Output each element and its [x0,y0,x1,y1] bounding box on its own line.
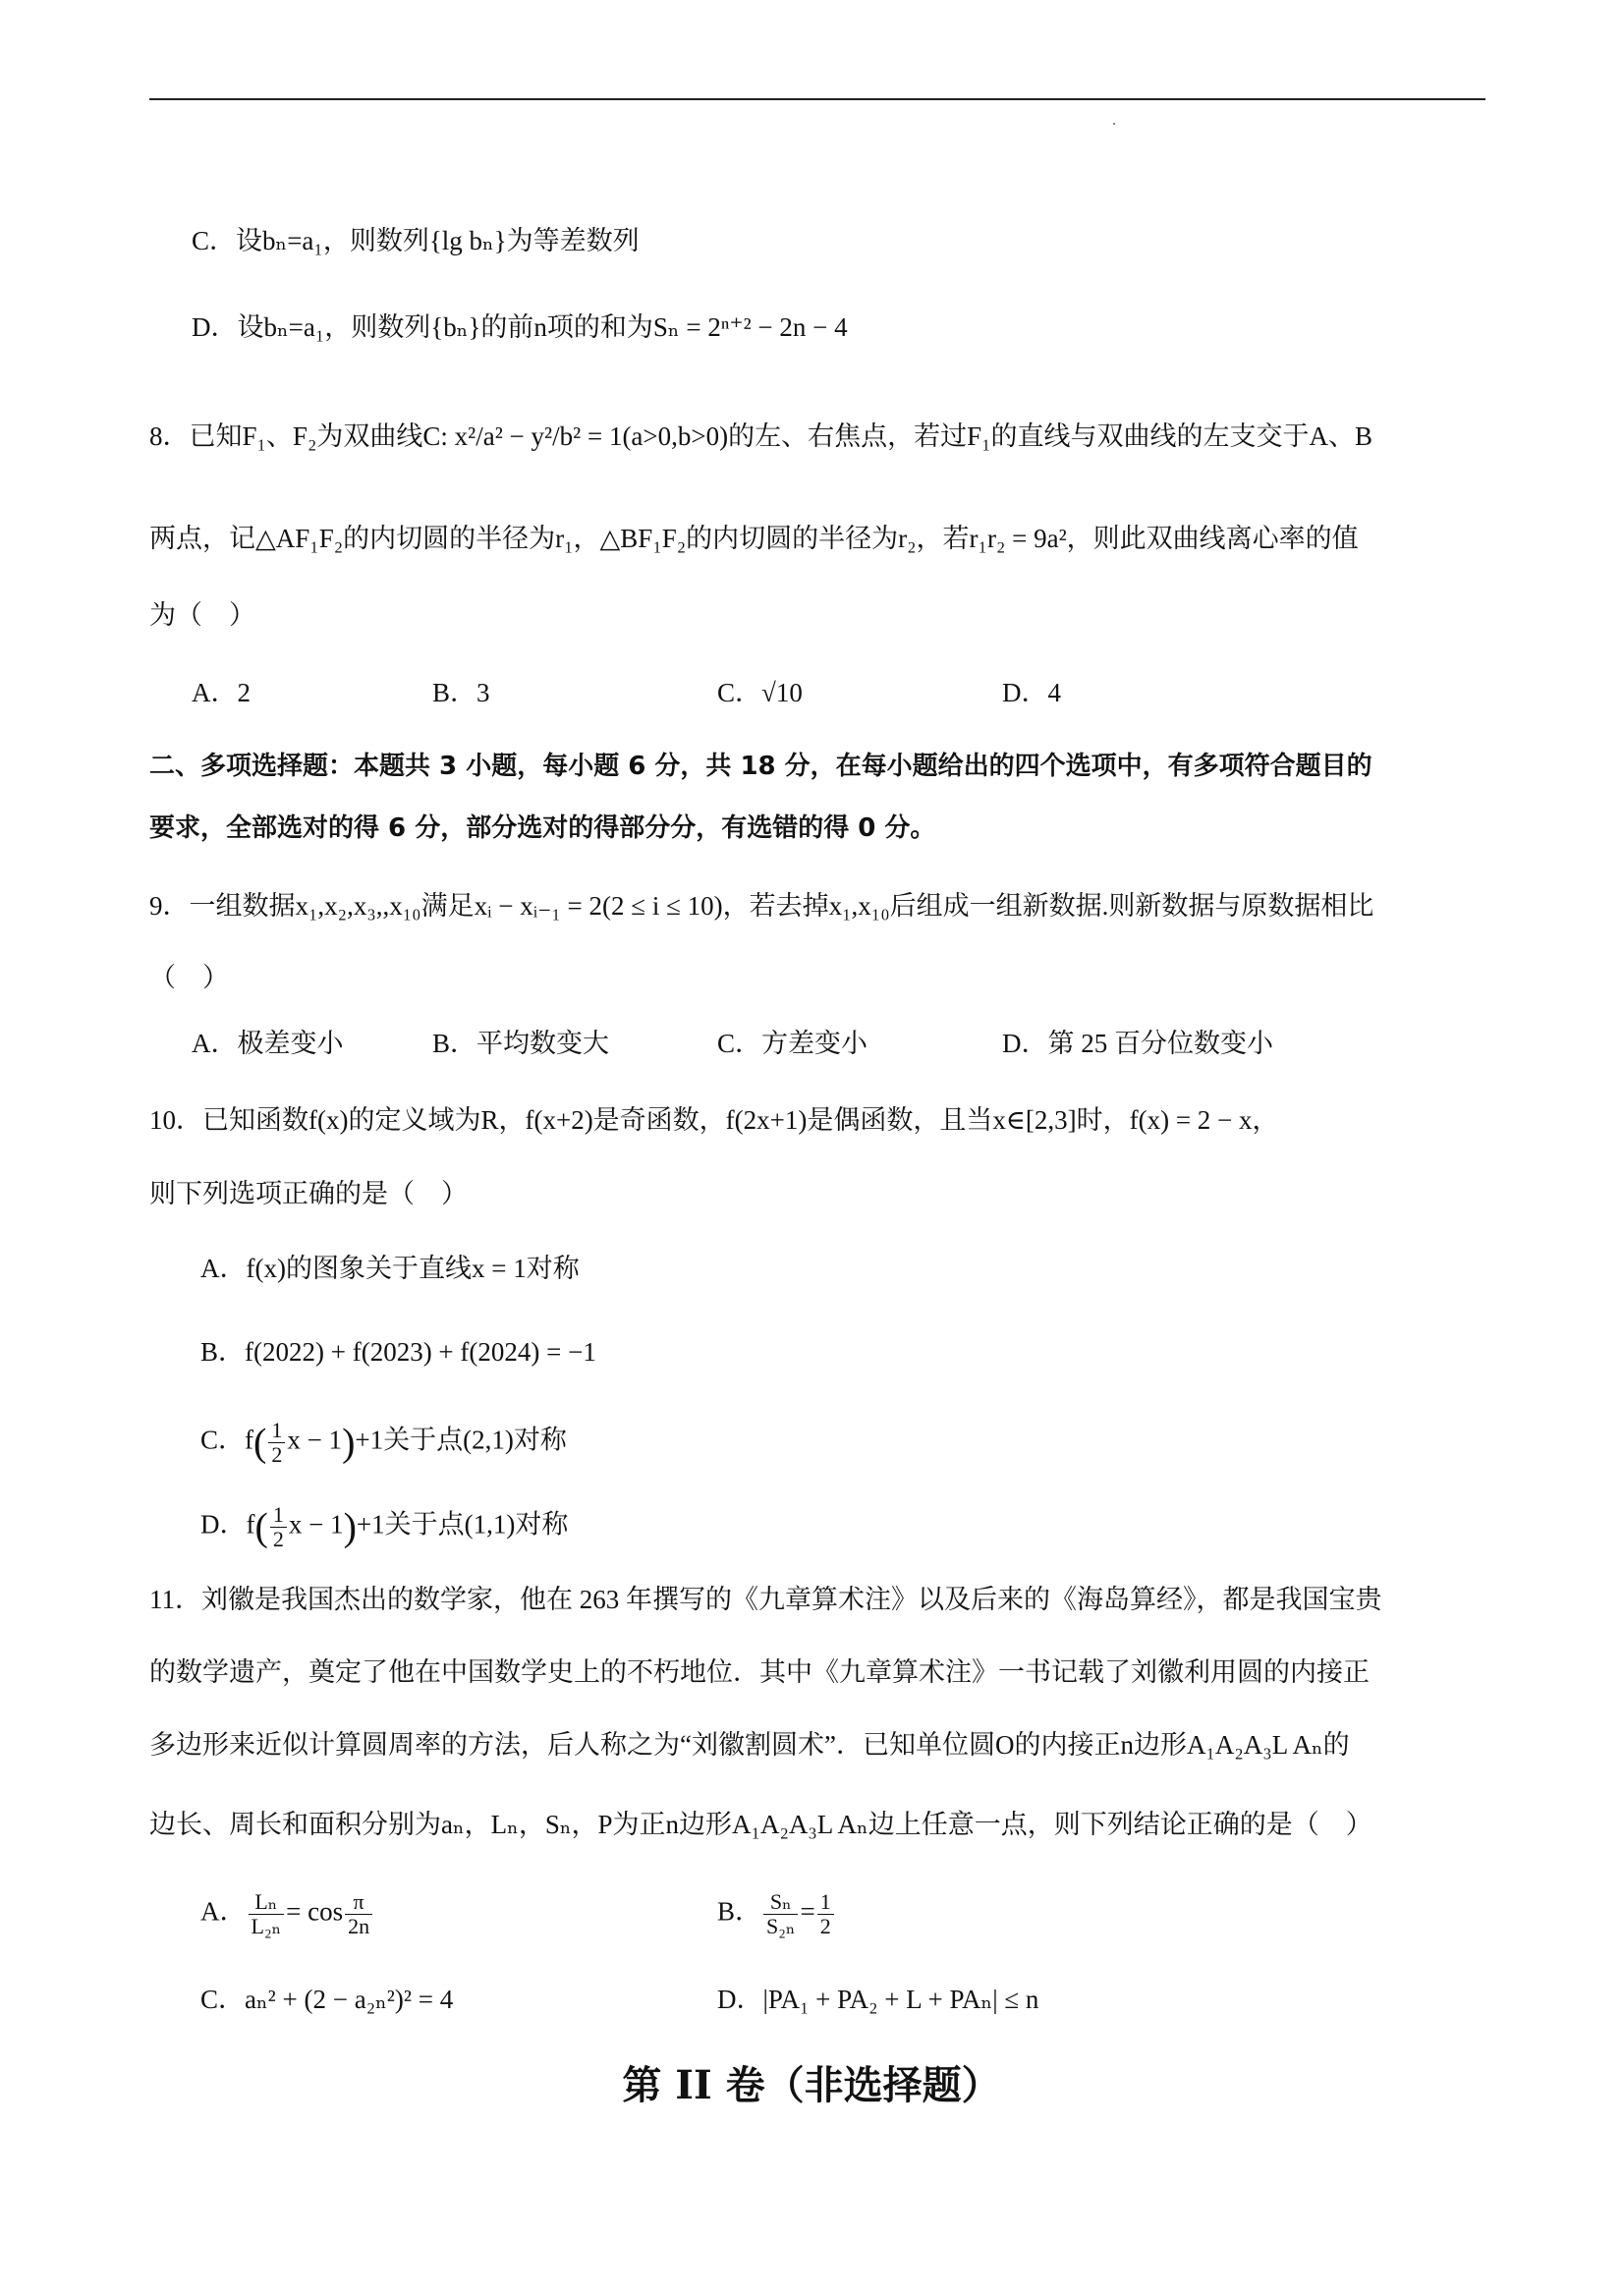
q10-option-d-prefix: D．f [200,1509,255,1540]
q11-line-2: 的数学遗产，奠定了他在中国数学史上的不朽地位．其中《九章算术注》一书记载了刘徽利用圆的内接正 [149,1657,1370,1687]
q11-option-b [717,1890,836,1938]
q10-option-d: D．f( $\frac{1}{2}$ x − 1)+1关于点(1,1)对称 [200,1502,569,1551]
q11-a-num: Lₙ [249,1890,285,1915]
q8-option-a: A．2 [192,678,251,707]
q11-a-den2: 2n [348,1914,370,1938]
q11-a-num2: π [345,1890,372,1915]
q8-line-3: 为（ ） [149,600,255,630]
q11-b-num2: 1 [817,1890,834,1915]
q11-option-c: C．aₙ² + (2 − a₂ₙ²)² = 4 [200,1985,454,2014]
q9-option-a: A．极差变小 [192,1029,344,1058]
q9-line-2: （ ） [149,963,229,992]
q11-option-d: D．|PA₁ + PA₂ + L + PAₙ| ≤ n [717,1985,1039,2014]
q10-option-d-fraction [270,1503,287,1551]
q10-option-c-suffix: +1关于点(2,1)对称 [355,1425,567,1455]
q7-option-c: C．设bₙ=a₁，则数列{lg bₙ}为等差数列 [192,226,640,255]
q10-option-d-suffix: +1关于点(1,1)对称 [356,1509,569,1540]
q9-option-c: C．方差变小 [717,1029,868,1058]
q10-d-frac-den: 2 [272,1527,284,1551]
q10-d-frac-num: 1 [270,1503,287,1528]
q10-option-d-inner: x − 1 [288,1509,344,1540]
q9-option-d: D．第 25 百分位数变小 [1002,1029,1273,1058]
q11-option-b-frac-1 [763,1890,798,1938]
q8-line-2: 两点，记△AF₁F₂的内切圆的半径为r₁，△BF₁F₂的内切圆的半径为r₂，若r₁r₂ = 9a²，则此双曲线离心率的值 [149,524,1359,553]
q11-option-a-mid: = cos [286,1896,344,1927]
q8-line-1: 8．已知F₁、F₂为双曲线C: x²/a² − y²/b² = 1(a>0,b>0)的左、右焦点，若过F₁的直线与双曲线的左支交于A、B [149,421,1373,451]
q11-a-den: L₂ₙ [251,1914,282,1938]
q11-option-a-frac-1 [249,1890,285,1938]
q11-option-a-frac-2 [345,1890,372,1938]
q11-option-a-label: A． [200,1896,247,1927]
q10-line-1: 10．已知函数f(x)的定义域为R，f(x+2)是奇函数，f(2x+1)是偶函数，且当x∈[2,3]时，f(x) = 2 − x， [149,1105,1279,1135]
q11-option-b-label: B． [717,1896,762,1927]
speck [1113,123,1115,125]
q11-line-3: 多边形来近似计算圆周率的方法，后人称之为“刘徽割圆术”．已知单位圆O的内接正n边形A₁A₂A₃L Aₙ的 [149,1730,1350,1760]
q9-line-1: 9．一组数据x₁,x₂,x₃,,x₁₀满足xᵢ − xᵢ₋₁ = 2(2 ≤ i ≤ 10)，若去掉x₁,x₁₀后组成一组新数据.则新数据与原数据相比 [149,891,1374,921]
section2-header-line-1: 二、多项选择题：本题共 3 小题，每小题 6 分，共 18 分，在每小题给出的四个选项中，有多项符合题目的 [149,752,1372,781]
q11-line-4: 边长、周长和面积分别为aₙ，Lₙ，Sₙ，P为正n边形A₁A₂A₃L Aₙ边上任意一点，则下列结论正确的是（ ） [149,1810,1372,1839]
q9-option-b: B．平均数变大 [432,1029,610,1058]
q11-line-1: 11．刘徽是我国杰出的数学家，他在 263 年撰写的《九章算术注》以及后来的《海岛算经》，都是我国宝贵 [149,1585,1382,1614]
q10-option-c-fraction [268,1419,285,1467]
q10-option-c-inner: x − 1 [287,1425,343,1455]
q10-option-b: B．f(2022) + f(2023) + f(2024) = −1 [200,1337,596,1367]
q8-option-c: C．√10 [717,678,803,707]
q11-b-den2: 2 [819,1914,831,1938]
q10-line-2: 则下列选项正确的是（ ） [149,1179,468,1208]
q10-option-a: A．f(x)的图象关于直线x = 1对称 [200,1254,580,1283]
q10-c-frac-den: 2 [271,1442,283,1467]
q11-option-b-frac-2 [817,1890,834,1938]
q11-b-den: S₂ₙ [766,1914,796,1938]
q10-option-c: C．f( $\frac{1}{2}$ x − 1)+1关于点(2,1)对称 [200,1418,567,1467]
q10-option-c-prefix: C．f [200,1425,253,1455]
q8-option-d: D．4 [1002,678,1061,707]
section-title: 第 II 卷（非选择题） [622,2062,1001,2108]
q10-c-frac-num: 1 [268,1419,285,1443]
q11-b-num: Sₙ [763,1890,798,1915]
q11-option-a [200,1890,374,1938]
header-rule [149,98,1485,100]
section2-header-line-2: 要求，全部选对的得 6 分，部分选对的得部分分，有选错的得 0 分。 [149,813,936,843]
q7-option-d: D．设bₙ=a₁，则数列{bₙ}的前n项的和为Sₙ = 2ⁿ⁺² − 2n − 4 [192,312,848,342]
q8-option-b: B．3 [432,678,490,707]
q11-option-b-mid: = [800,1896,815,1927]
